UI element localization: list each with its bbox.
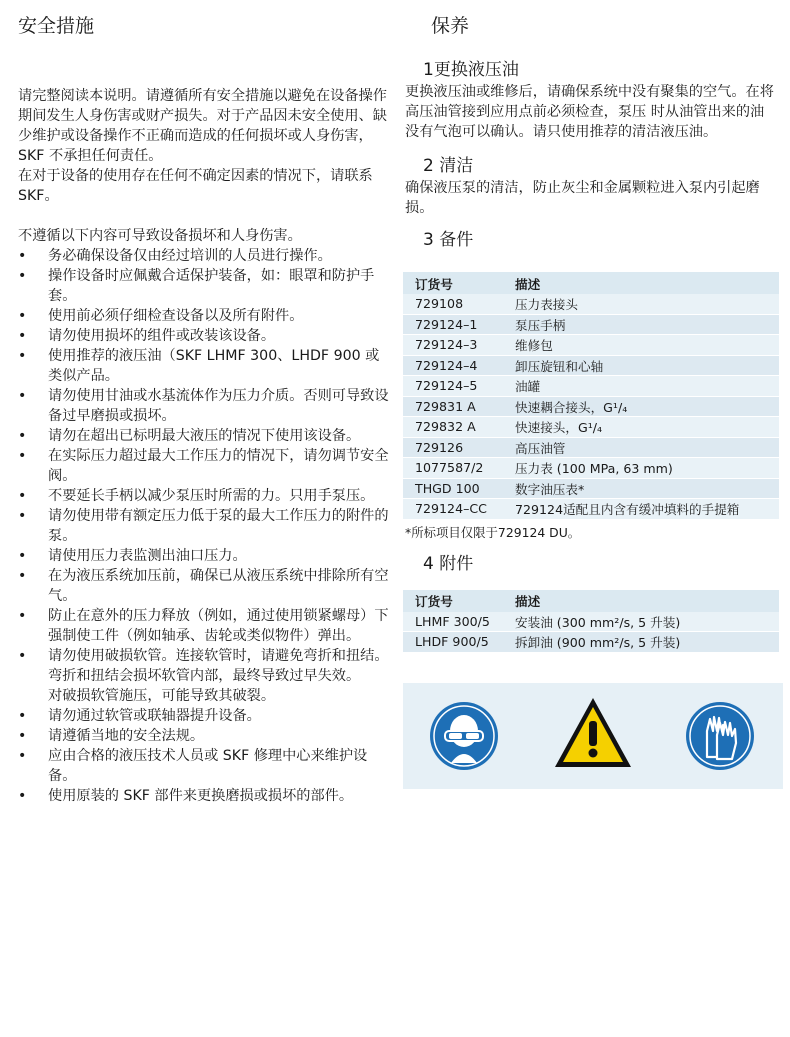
maintenance-column (405, 14, 777, 789)
spares-row (403, 314, 779, 335)
safety-item: • 请勿通过软管或联轴器提升设备。 (18, 706, 390, 726)
spares-header-order: 订货号 (403, 272, 503, 294)
eye-protection-icon (429, 701, 499, 775)
accessories-table (403, 590, 779, 653)
spares-order-number: 729124–CC (403, 499, 503, 520)
spares-header-desc: 描述 (503, 272, 779, 294)
spares-description: 压力表 (100 MPa, 63 mm) (503, 458, 779, 479)
safety-item: • 请勿使用甘油或水基流体作为压力介质。否则可导致设备过早磨损或损坏。 (18, 386, 390, 426)
maintenance-title: 保养 (431, 15, 470, 37)
spares-description: 快速接头，G¹/₄ (503, 417, 779, 438)
spares-description: 压力表接头 (503, 294, 779, 314)
spares-description: 数字油压表* (503, 478, 779, 499)
acc-header-order: 订货号 (403, 590, 503, 612)
accessory-order-number: LHDF 900/5 (403, 632, 503, 653)
accessory-description: 安装油 (300 mm²/s, 5 升装) (503, 612, 779, 632)
safety-icons-panel (403, 683, 783, 789)
safety-item: • 使用推荐的液压油（SKF LHMF 300、LHDF 900 或类似产品。 (18, 346, 390, 386)
spares-order-number: 729124–4 (403, 355, 503, 376)
safety-item: • 请使用压力表监测出油口压力。 (18, 546, 390, 566)
safety-item: • 使用前必须仔细检查设备以及所有附件。 (18, 306, 390, 326)
spares-order-number: 729831 A (403, 396, 503, 417)
safety-title: 安全措施 (18, 15, 95, 37)
spares-order-number: 729124–1 (403, 314, 503, 335)
gloves-icon (685, 701, 755, 775)
spares-row (403, 396, 779, 417)
intro-paragraph: 请完整阅读本说明。请遵循所有安全措施以避免在设备操作期间发生人身伤害或财产损失。对于产品因未安全使用、缺少维护或设备操作不正确而造成的任何损坏或人身伤害，SKF 不承担任何责任。 (18, 88, 387, 164)
warning-lead: 不遵循以下内容可导致设备损坏和人身伤害。 (18, 228, 302, 244)
warning-icon (553, 695, 633, 775)
accessory-description: 拆卸油 (900 mm²/s, 5 升装) (503, 632, 779, 653)
spares-row (403, 335, 779, 356)
spares-order-number: 729124–5 (403, 376, 503, 397)
spares-row (403, 417, 779, 438)
safety-item: • 请遵循当地的安全法规。 (18, 726, 390, 746)
safety-intro (18, 86, 390, 246)
spares-row (403, 499, 779, 520)
section-spares-title: 3 备件 (423, 230, 474, 250)
safety-item: 对破损软管施压，可能导致其破裂。 (48, 688, 276, 704)
spares-table (403, 272, 779, 520)
spares-order-number: 1077587/2 (403, 458, 503, 479)
spares-order-number: THGD 100 (403, 478, 503, 499)
spares-description: 快速耦合接头，G¹/₄ (503, 396, 779, 417)
spares-row (403, 458, 779, 479)
safety-item: • 请勿在超出已标明最大液压的情况下使用该设备。 (18, 426, 390, 446)
safety-item: • 请勿使用损坏的组件或改装该设备。 (18, 326, 390, 346)
spares-order-number: 729126 (403, 437, 503, 458)
section-clean-title: 2 清洁 (423, 156, 474, 176)
safety-item: • 请勿使用破损软管。连接软管时，请避免弯折和扭结。 (18, 646, 390, 666)
safety-item: • 操作设备时应佩戴合适保护装备，如：眼罩和防护手套。 (18, 266, 390, 306)
safety-item: • 使用原装的 SKF 部件来更换磨损或损坏的部件。 (18, 786, 390, 806)
safety-item: • 在为液压系统加压前，确保已从液压系统中排除所有空气。 (18, 566, 390, 606)
spares-order-number: 729124–3 (403, 335, 503, 356)
spares-row (403, 376, 779, 397)
accessory-row (403, 632, 779, 653)
safety-item: 弯折和扭结会损坏软管内部，最终导致过早失效。 (48, 668, 361, 684)
spares-order-number: 729832 A (403, 417, 503, 438)
spares-row (403, 437, 779, 458)
accessory-row (403, 612, 779, 632)
spares-description: 维修包 (503, 335, 779, 356)
safety-list (18, 246, 390, 806)
section-clean-text: 确保液压泵的清洁，防止灰尘和金属颗粒进入泵内引起磨损。 (405, 180, 760, 216)
section-oil-title: 1更换液压油 (423, 60, 519, 80)
spares-order-number: 729108 (403, 294, 503, 314)
spares-note: *所标项目仅限于729124 DU。 (405, 524, 581, 540)
spares-description: 油罐 (503, 376, 779, 397)
section-accessories-title: 4 附件 (423, 553, 474, 574)
spares-row (403, 478, 779, 499)
section-oil-text: 更换液压油或维修后，请确保系统中没有聚集的空气。在将高压油管接到应用点前必须检查，泵压 时从油管出来的油没有气泡可以确认。请只使用推荐的清洁液压油。 (405, 84, 774, 140)
safety-item: • 务必确保设备仅由经过培训的人员进行操作。 (18, 246, 390, 266)
spares-description: 729124适配且内含有缓冲填料的手提箱 (503, 499, 779, 520)
acc-header-desc: 描述 (503, 590, 779, 612)
safety-item: • 不要延长手柄以减少泵压时所需的力。只用手泵压。 (18, 486, 390, 506)
accessory-order-number: LHMF 300/5 (403, 612, 503, 632)
spares-row (403, 294, 779, 314)
spares-row (403, 355, 779, 376)
safety-item: • 防止在意外的压力释放（例如，通过使用锁紧螺母）下强制使工件（例如轴承、齿轮或类似物件）弹出。 (18, 606, 390, 646)
intro-contact: 在对于设备的使用存在任何不确定因素的情况下，请联系 SKF。 (18, 168, 373, 204)
safety-item: • 应由合格的液压技术人员或 SKF 修理中心来维护设备。 (18, 746, 390, 786)
safety-item: • 请勿使用带有额定压力低于泵的最大工作压力的附件的泵。 (18, 506, 390, 546)
spares-description: 泵压手柄 (503, 314, 779, 335)
spares-description: 卸压旋钮和心轴 (503, 355, 779, 376)
safety-item: • 在实际压力超过最大工作压力的情况下，请勿调节安全阀。 (18, 446, 390, 486)
spares-description: 高压油管 (503, 437, 779, 458)
safety-column (18, 14, 390, 806)
